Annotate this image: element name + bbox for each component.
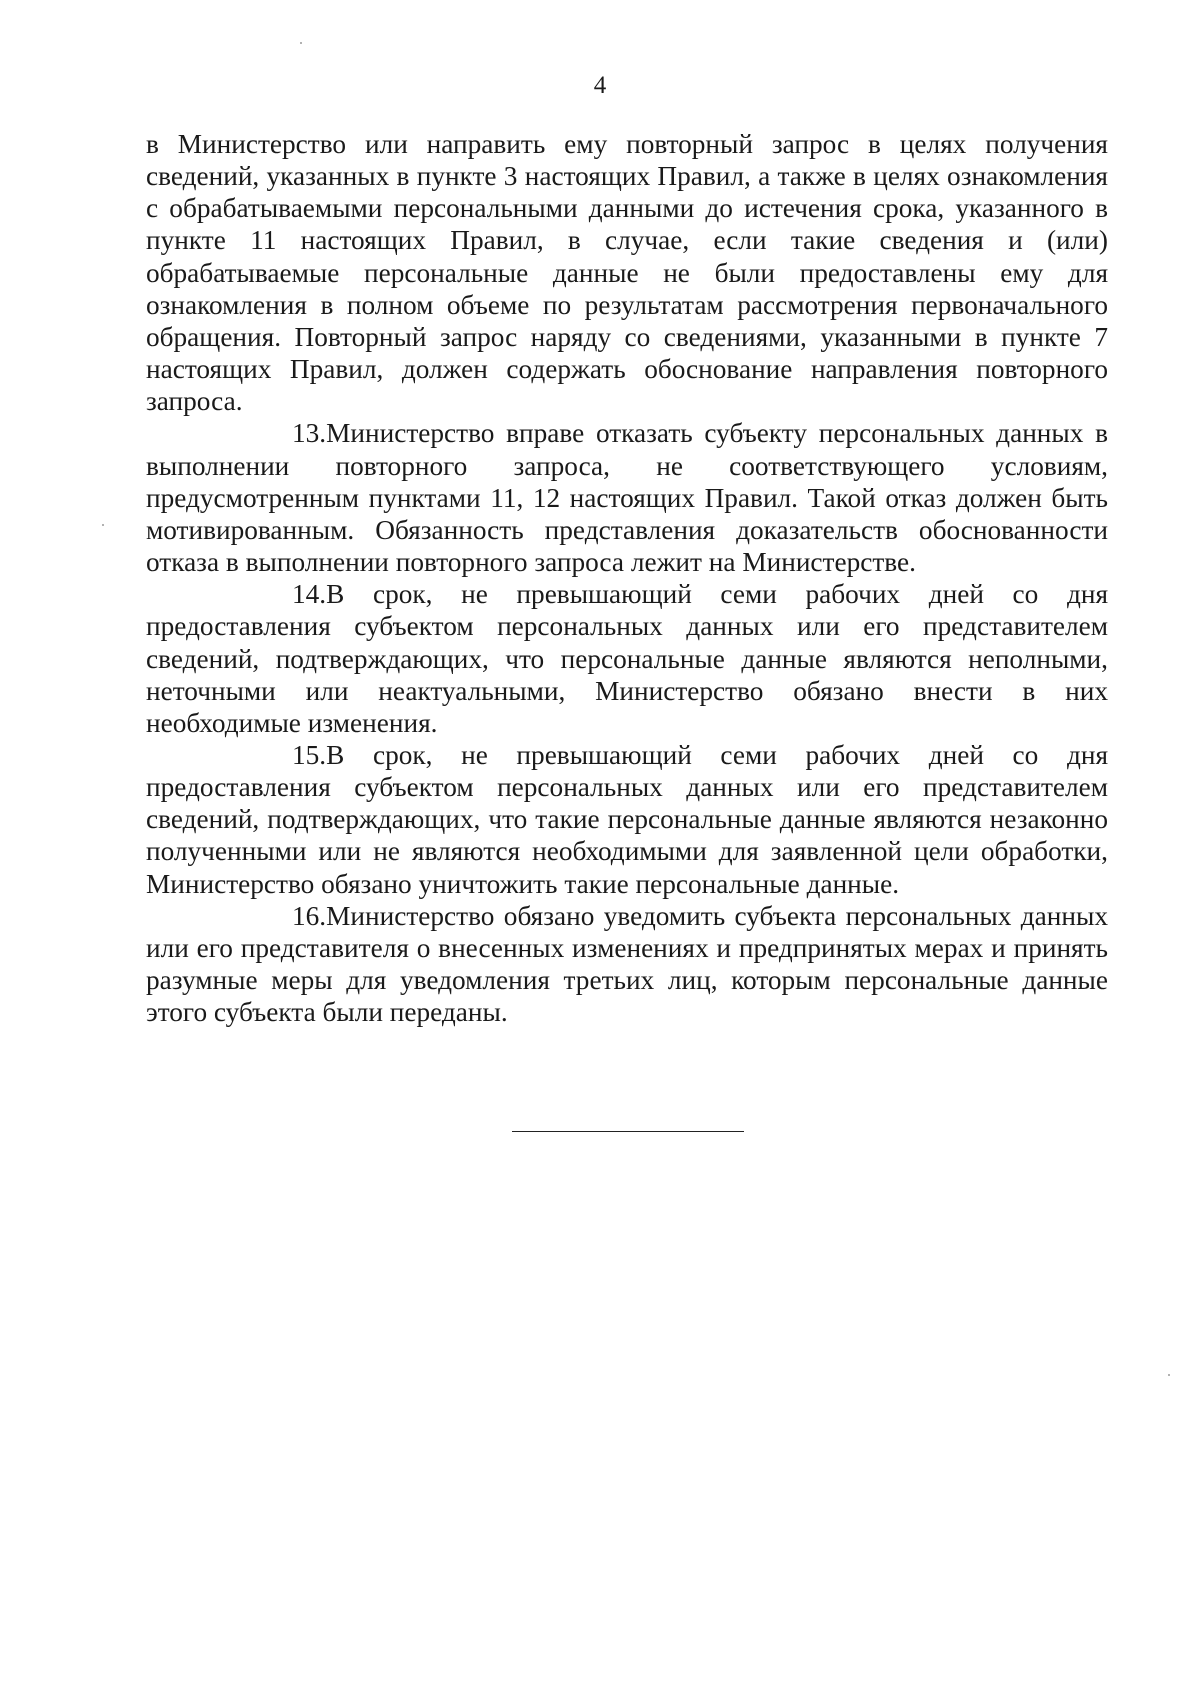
paragraph-text: Министерство вправе отказать субъекту персональных данных в выполнении повторного запроса, не соответствующего условиям, предусмотренным пунктами 11, 12 настоящих Правил. Такой отказ должен быть мотивированным. Обязанность представления доказательств обоснованности отказа в выполнении повторного запроса лежит на Министерстве. xyxy=(146,418,1108,578)
paragraph-text: Министерство обязано уведомить субъекта персональных данных или его представителя о внесенных изменениях и предпринятых мерах и принять разумные меры для уведомления третьих лиц, которым персональные данные этого субъекта были переданы. xyxy=(146,900,1108,1028)
paragraph-text: В срок, не превышающий семи рабочих дней со дня предоставления субъектом персональных данных или его представителем сведений, подтверждающих, что такие персональные данные являются незаконно полученными или не являются необходимыми для заявленной цели обработки, Министерство обязано уничтожить такие персональные данные. xyxy=(146,739,1108,899)
paragraph-continued xyxy=(146,128,1108,417)
paragraph-16 xyxy=(146,900,1108,1029)
end-divider-line xyxy=(512,1131,744,1132)
scan-speck xyxy=(300,42,302,44)
paragraph-number: 16. xyxy=(292,900,327,931)
document-body xyxy=(146,128,1108,1028)
paragraph-13 xyxy=(146,417,1108,578)
paragraph-15 xyxy=(146,739,1108,900)
paragraph-text: В срок, не превышающий семи рабочих дней со дня предоставления субъектом персональных данных или его представителем сведений, подтверждающих, что персональные данные являются неполными, неточными или неактуальными, Министерство обязано внести в них необходимые изменения. xyxy=(146,579,1108,738)
paragraph-14 xyxy=(146,578,1108,739)
paragraph-text: в Министерство или направить ему повторный запрос в целях получения сведений, указанных в пункте 3 настоящих Правил, а также в целях ознакомления с обрабатываемыми персональными данными до истечения срока, указанного в пункте 11 настоящих Правил, в случае, если такие сведения и (или) обрабатываемые персональные данные не были предоставлены ему для ознакомления в полном объеме по результатам рассмотрения первоначального обращения. Повторный запрос наряду со сведениями, указанными в пункте 7 настоящих Правил, должен содержать обоснование направления повторного запроса. xyxy=(146,129,1108,417)
paragraph-number: 14. xyxy=(292,579,327,610)
paragraph-number: 15. xyxy=(292,739,327,770)
scan-speck xyxy=(102,524,104,526)
scan-speck xyxy=(1168,1374,1170,1376)
paragraph-number: 13. xyxy=(292,418,327,449)
page-number: 4 xyxy=(593,72,607,99)
